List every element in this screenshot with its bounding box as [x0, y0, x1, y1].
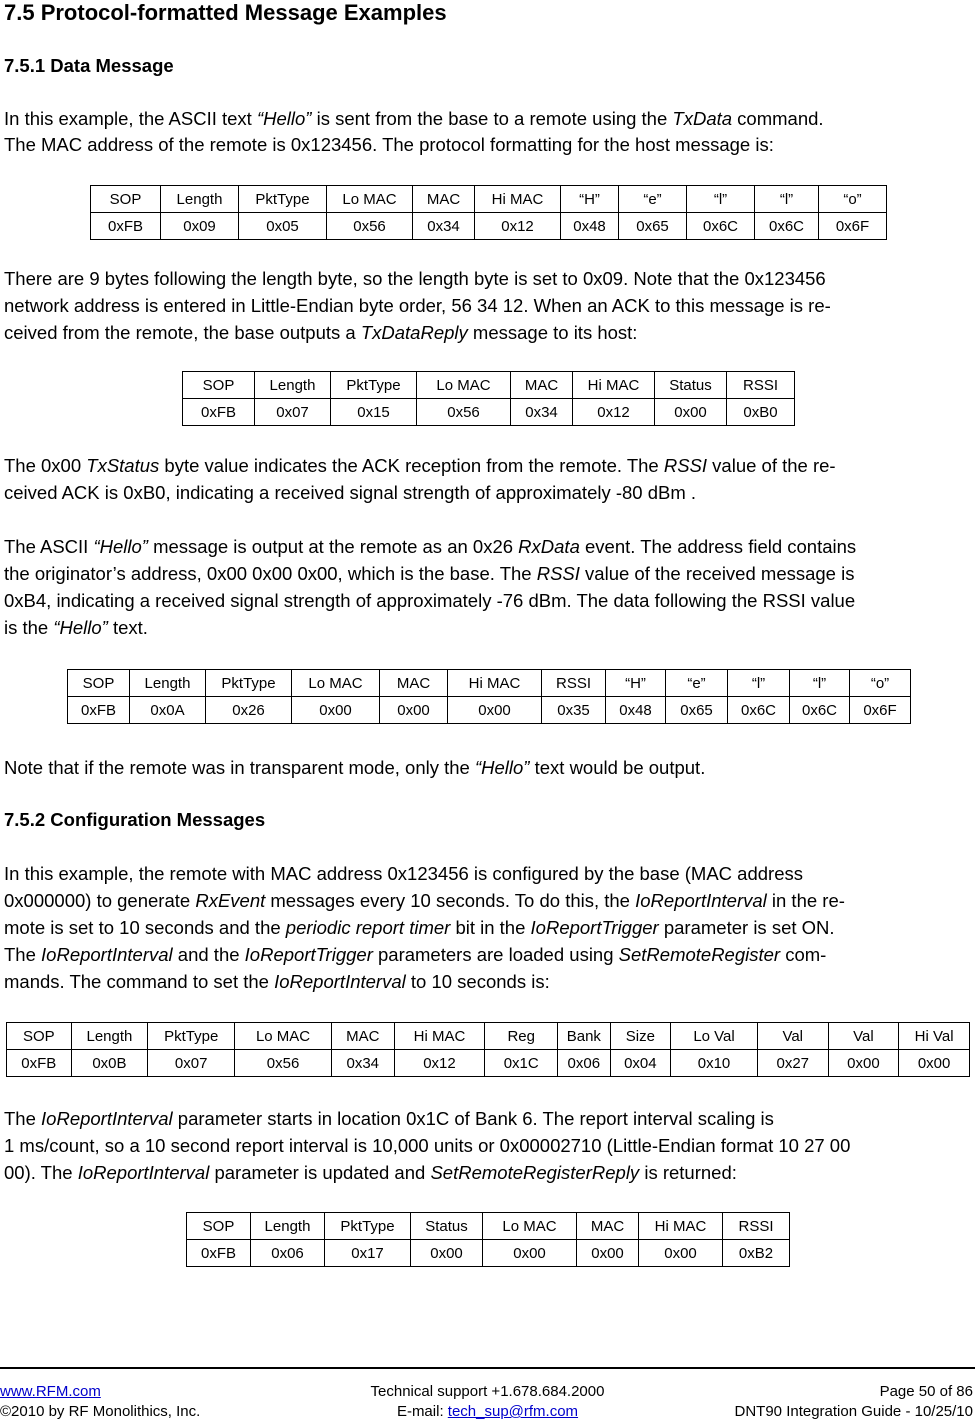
table-header-row: SOP Length PktType Lo MAC MAC Hi MAC Reg Bank Size Lo Val Val Val Hi Val — [7, 1023, 970, 1050]
footer-divider — [0, 1367, 975, 1369]
table-value-row: 0xFB 0x09 0x05 0x56 0x34 0x12 0x48 0x65 0x6C 0x6C 0x6F — [91, 213, 887, 240]
table-value-row: 0xFB 0x07 0x15 0x56 0x34 0x12 0x00 0xB0 — [183, 399, 795, 426]
para-6-line-2: 0x000000) to generate RxEvent messages every 10 seconds. To do this, the IoReportInterval in the re- — [4, 890, 845, 911]
para-4-line-4: is the “Hello” text. — [4, 617, 148, 638]
table-value-row: 0xFB 0x06 0x17 0x00 0x00 0x00 0x00 0xB2 — [187, 1240, 790, 1267]
table-header-row: SOP Length PktType Lo MAC MAC Hi MAC “H” “e” “l” “l” “o” — [91, 186, 887, 213]
para-7-line-2: 1 ms/count, so a 10 second report interval is 10,000 units or 0x00002710 (Little-Endian format 10 27 00 — [4, 1135, 851, 1156]
packet-table-setremoteregister — [6, 1022, 970, 1077]
subsection-title-configuration-messages: 7.5.2 Configuration Messages — [4, 809, 266, 830]
para-7-line-3: 00). The IoReportInterval parameter is updated and SetRemoteRegisterReply is returned: — [4, 1162, 737, 1183]
table-value-row: 0xFB 0x0A 0x26 0x00 0x00 0x00 0x35 0x48 0x65 0x6C 0x6C 0x6F — [68, 697, 911, 724]
copyright-text: ©2010 by RF Monolithics, Inc. — [0, 1403, 201, 1420]
para-2-line-1: There are 9 bytes following the length byte, so the length byte is set to 0x09. Note that the 0x123456 — [4, 268, 826, 289]
para-6-line-5: mands. The command to set the IoReportInterval to 10 seconds is: — [4, 971, 550, 992]
table-value-row: 0xFB 0x0B 0x07 0x56 0x34 0x12 0x1C 0x06 0x04 0x10 0x27 0x00 0x00 — [7, 1050, 970, 1077]
para-4-line-1: The ASCII “Hello” message is output at the remote as an 0x26 RxData event. The address field contains — [4, 536, 857, 557]
para-6-line-4: The IoReportInterval and the IoReportTrigger parameters are loaded using SetRemoteRegister com- — [4, 944, 827, 965]
packet-table-txdatareply — [182, 371, 795, 426]
subsection-title-data-message: 7.5.1 Data Message — [4, 55, 174, 76]
table-header-row: SOP Length PktType Status Lo MAC MAC Hi MAC RSSI — [187, 1213, 790, 1240]
para-1-line-1: In this example, the ASCII text “Hello” is sent from the base to a remote using the TxData command. — [4, 108, 824, 129]
packet-table-rxdata — [67, 669, 911, 724]
guide-title: DNT90 Integration Guide - 10/25/10 — [734, 1403, 973, 1420]
table-header-row: SOP Length PktType Lo MAC MAC Hi MAC RSSI “H” “e” “l” “l” “o” — [68, 670, 911, 697]
para-2-line-3: ceived from the remote, the base outputs a TxDataReply message to its host: — [4, 322, 638, 343]
para-1-line-2: The MAC address of the remote is 0x123456. The protocol formatting for the host message is: — [4, 134, 774, 155]
packet-table-setremoteregisterreply — [186, 1212, 790, 1267]
website-link[interactable]: www.RFM.com — [0, 1383, 101, 1400]
para-6-line-1: In this example, the remote with MAC address 0x123456 is configured by the base (MAC address — [4, 863, 803, 884]
para-6-line-3: mote is set to 10 seconds and the periodic report timer bit in the IoReportTrigger parameter is set ON. — [4, 917, 835, 938]
section-title: 7.5 Protocol-formatted Message Examples — [4, 0, 447, 25]
para-3-line-1: The 0x00 TxStatus byte value indicates the ACK reception from the remote. The RSSI value of the re- — [4, 455, 836, 476]
page-number: Page 50 of 86 — [879, 1383, 973, 1400]
email-line: E-mail: tech_sup@rfm.com — [396, 1403, 579, 1420]
para-4-line-2: the originator’s address, 0x00 0x00 0x00, which is the base. The RSSI value of the received message is — [4, 563, 855, 584]
table-header-row: SOP Length PktType Lo MAC MAC Hi MAC Status RSSI — [183, 372, 795, 399]
para-2-line-2: network address is entered in Little-Endian byte order, 56 34 12. When an ACK to this message is re- — [4, 295, 831, 316]
para-4-line-3: 0xB4, indicating a received signal strength of approximately -76 dBm. The data following the RSSI value — [4, 590, 856, 611]
para-7-line-1: The IoReportInterval parameter starts in location 0x1C of Bank 6. The report interval scaling is — [4, 1108, 774, 1129]
support-text: Technical support +1.678.684.2000 — [370, 1383, 605, 1400]
email-link[interactable]: tech_sup@rfm.com — [447, 1403, 579, 1420]
para-5: Note that if the remote was in transparent mode, only the “Hello” text would be output. — [4, 757, 706, 778]
packet-table-txdata — [90, 185, 887, 240]
para-3-line-2: ceived ACK is 0xB0, indicating a received signal strength of approximately -80 dBm . — [4, 482, 697, 503]
